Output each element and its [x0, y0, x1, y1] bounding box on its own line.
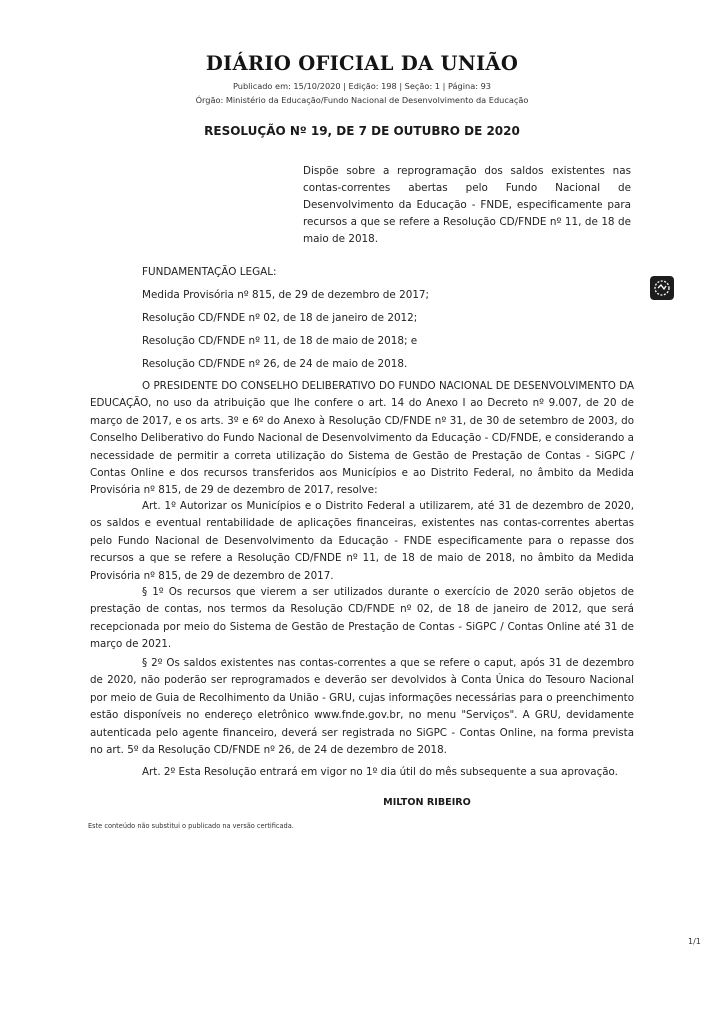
signature: MILTON RIBEIRO — [383, 797, 471, 808]
paragraph-1: § 1º Os recursos que vierem a ser utilizados durante o exercício de 2020 serão objetos de prestação de contas, nos termos da Resolução CD/FNDE nº 02, de 18 de janeiro de 2012, que será recepcionada por meio do Sistema de Gestão de Prestação de Contas - SiGPC / Contas Online até 31 de março de 2021. — [90, 586, 634, 651]
fundamentacao-item: Resolução CD/FNDE nº 26, de 24 de maio de 2018. — [142, 358, 408, 370]
masthead-title: DIÁRIO OFICIAL DA UNIÃO — [205, 52, 519, 75]
page-number: 1/1 — [688, 937, 701, 946]
publication-info: Publicado em: 15/10/2020 | Edição: 198 | Seção: 1 | Página: 93 — [232, 81, 492, 91]
article-1: Art. 1º Autorizar os Municípios e o Distrito Federal a utilizarem, até 31 de dezembro de 2020, os saldos e eventual rentabilidade de aplicações financeiras, existentes nas contas-correntes abertas pelo Fundo Nacional de Desenvolvimento da Educação - FNDE especificamente para o repasse dos recursos a que se refere a Resolução CD/FNDE nº 11, de 18 de maio de 2018, no âmbito da Medida Provisória nº 815, de 29 de dezembro de 2017. — [90, 500, 634, 582]
resolution-title: RESOLUÇÃO Nº 19, DE 7 DE OUTUBRO DE 2020 — [204, 124, 520, 138]
orgao-line: Órgão: Ministério da Educação/Fundo Nacional de Desenvolvimento da Educação — [195, 95, 529, 105]
ementa: Dispõe sobre a reprogramação dos saldos existentes nas contas-correntes abertas pelo Fundo Nacional de Desenvolvimento da Educação - FNDE, especificamente para recursos a que se refere a Resolução CD/FNDE nº 11, de 18 de maio de 2018. — [303, 165, 631, 245]
fundamentacao-item: Resolução CD/FNDE nº 11, de 18 de maio de 2018; e — [142, 335, 418, 347]
fundamentacao-label: FUNDAMENTAÇÃO LEGAL: — [142, 266, 277, 278]
preamble-paragraph: O PRESIDENTE DO CONSELHO DELIBERATIVO DO FUNDO NACIONAL DE DESENVOLVIMENTO DA EDUCAÇÃO, no uso da atribuição que lhe confere o art. 14 do Anexo I ao Decreto nº 9.007, de 20 de março de 2017, e os arts. 3º e 6º do Anexo à Resolução CD/FNDE nº 31, de 30 de setembro de 2003, do Conselho Deliberativo do Fundo Nacional de Desenvolvimento da Educação - CD/FNDE, e considerando a necessidade de permitir a correta utilização do Sistema de Gestão de Prestação de Contas - SiGPC / Contas Online e dos recursos transferidos aos Municípios e ao Distrito Federal, no âmbito da Medida Provisória nº 815, de 29 de dezembro de 2017, resolve: — [90, 380, 634, 497]
seal-icon — [650, 276, 674, 300]
fundamentacao-item: Resolução CD/FNDE nº 02, de 18 de janeiro de 2012; — [142, 312, 418, 324]
disclaimer: Este conteúdo não substitui o publicado na versão certificada. — [88, 822, 294, 830]
paragraph-2: § 2º Os saldos existentes nas contas-correntes a que se refere o caput, após 31 de dezembro de 2020, não poderão ser reprogramados e deverão ser devolvidos à Conta Única do Tesouro Nacional por meio de Guia de Recolhimento da União - GRU, cujas informações necessárias para o preenchimento estão disponíveis no endereço eletrônico www.fnde.gov.br, no menu "Serviços". A GRU, devidamente autenticada pelo agente financeiro, deverá ser registrada no SiGPC - Contas Online, na forma prevista no art. 5º da Resolução CD/FNDE nº 26, de 24 de dezembro de 2018. — [90, 657, 634, 757]
fundamentacao-item: Medida Provisória nº 815, de 29 de dezembro de 2017; — [142, 289, 430, 301]
article-2: Art. 2º Esta Resolução entrará em vigor no 1º dia útil do mês subsequente a sua aprovação. — [142, 766, 618, 778]
